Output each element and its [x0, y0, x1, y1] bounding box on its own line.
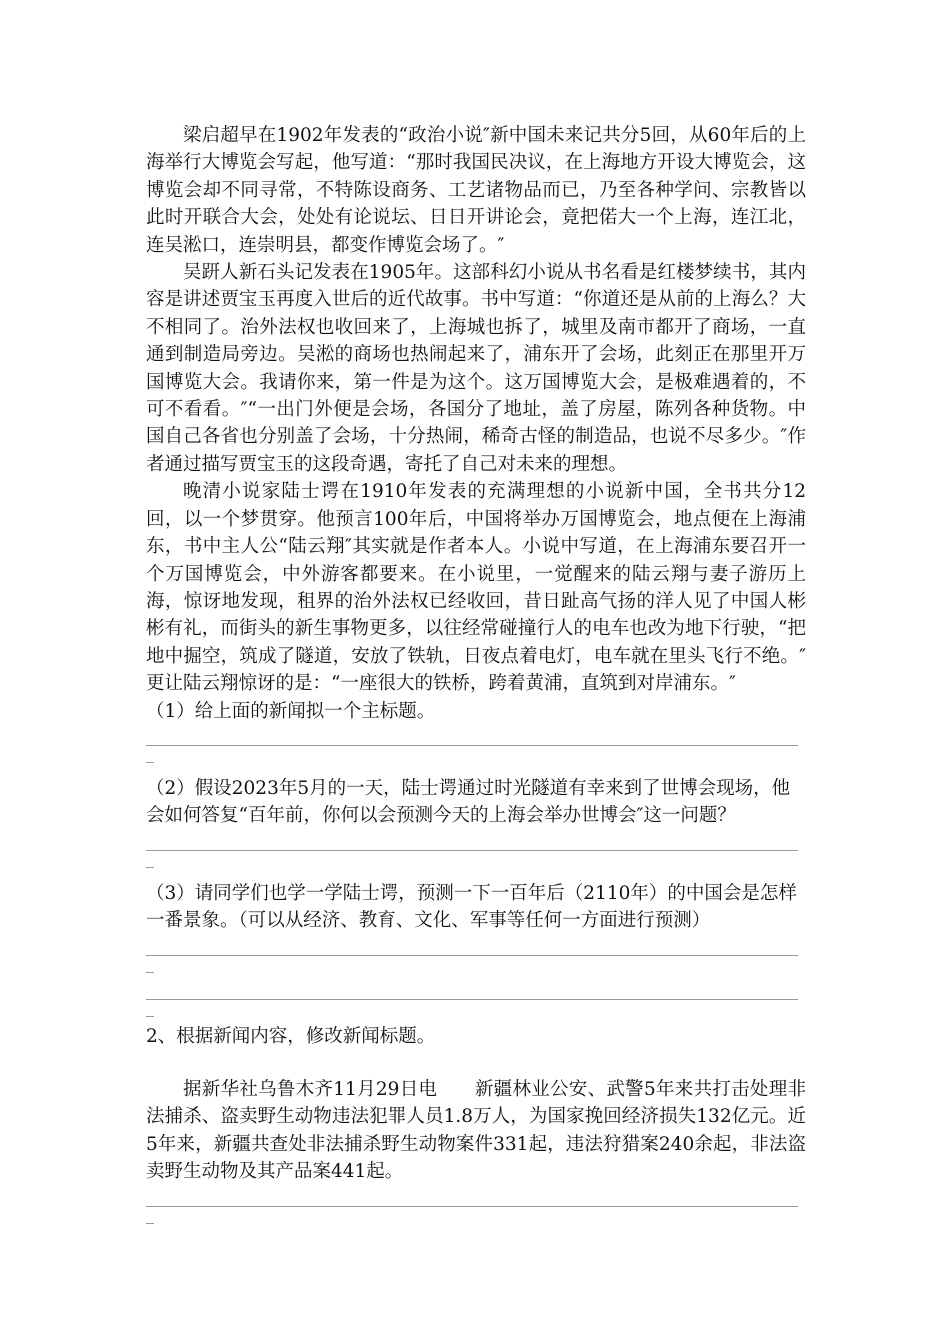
passage-paragraph-liang-qichao: 梁启超早在1902年发表的“政治小说″新中国未来记共分5回，从60年后的上海举行大博览会写起，他写道：“那时我国民决议，在上海地方开设大博览会，这博览会却不同寻常，不特陈设商务、工艺诸物品而已，乃至各种学问、宗教皆以此时开联合大会，处处有论说坛、日日开讲论会，竟把偌大一个上海，连江北，连吴淞口，连崇明县，都变作博览会场了。″: [146, 125, 806, 256]
answer-line-3a[interactable]: [146, 935, 806, 979]
question-1: （1）给上面的新闻拟一个主标题。: [146, 700, 436, 722]
question-3: （3）请同学们也学一学陆士谔，预测一下一百年后（2110年）的中国会是怎样一番景象。（可以从经济、教育、文化、军事等任何一方面进行预测）: [146, 882, 797, 932]
news-paragraph: 据新华社乌鲁木齐11月29日电 新疆林业公安、武警5年来共打击处理非法捕杀、盗卖野生动物违法犯罪人员1.8万人，为国家挽回经济损失132亿元。近5年来，新疆共查处非法捕杀野生动物案件331起，违法狩猎案240余起，非法盗卖野生动物及其产品案441起。: [146, 1078, 806, 1183]
answer-line-2[interactable]: [146, 830, 806, 874]
question-2: （2）假设2023年5月的一天，陆士谔通过时光隧道有幸来到了世博会现场，他会如何答复“百年前，你何以会预测今天的上海会举办世博会″这一问题？: [146, 777, 791, 827]
section-2-heading: 2、根据新闻内容，修改新闻标题。: [146, 1025, 436, 1047]
answer-line-4[interactable]: [146, 1186, 806, 1230]
document-page: [146, 122, 806, 1230]
answer-line-1[interactable]: [146, 725, 806, 769]
passage-paragraph-wu-jianren: 吴趼人新石头记发表在1905年。这部科幻小说从书名看是红楼梦续书，其内容是讲述贾宝玉再度入世后的近代故事。书中写道：“你道还是从前的上海么？大不相同了。治外法权也收回来了，上海城也拆了，城里及南市都开了商场，一直通到制造局旁边。吴淞的商场也热闹起来了，浦东开了会场，此刻正在那里开万国博览大会。我请你来，第一件是为这个。这万国博览大会，是极难遇着的，不可不看看。″“一出门外便是会场，各国分了地址，盖了房屋，陈列各种货物。中国自己各省也分别盖了会场，十分热闹，稀奇古怪的制造品，也说不尽多少。″作者通过描写贾宝玉的这段奇遇，寄托了自己对未来的理想。: [146, 262, 806, 475]
answer-line-3b[interactable]: [146, 979, 806, 1023]
passage-paragraph-lu-shie: 晚清小说家陆士谔在1910年发表的充满理想的小说新中国，全书共分12回，以一个梦贯穿。他预言100年后，中国将举办万国博览会，地点便在上海浦东，书中主人公“陆云翔″其实就是作者本人。小说中写道，在上海浦东要召开一个万国博览会，中外游客都要来。在小说里，一觉醒来的陆云翔与妻子游历上海，惊讶地发现，租界的治外法权已经收回，昔日趾高气扬的洋人见了中国人彬彬有礼，而街头的新生事物更多，以往经常碰撞行人的电车也改为地下行驶，“把地中掘空，筑成了隧道，安放了铁轨，日夜点着电灯，电车就在里头飞行不绝。″更让陆云翔惊讶的是：“一座很大的铁桥，跨着黄浦，直筑到对岸浦东。″: [146, 481, 806, 695]
